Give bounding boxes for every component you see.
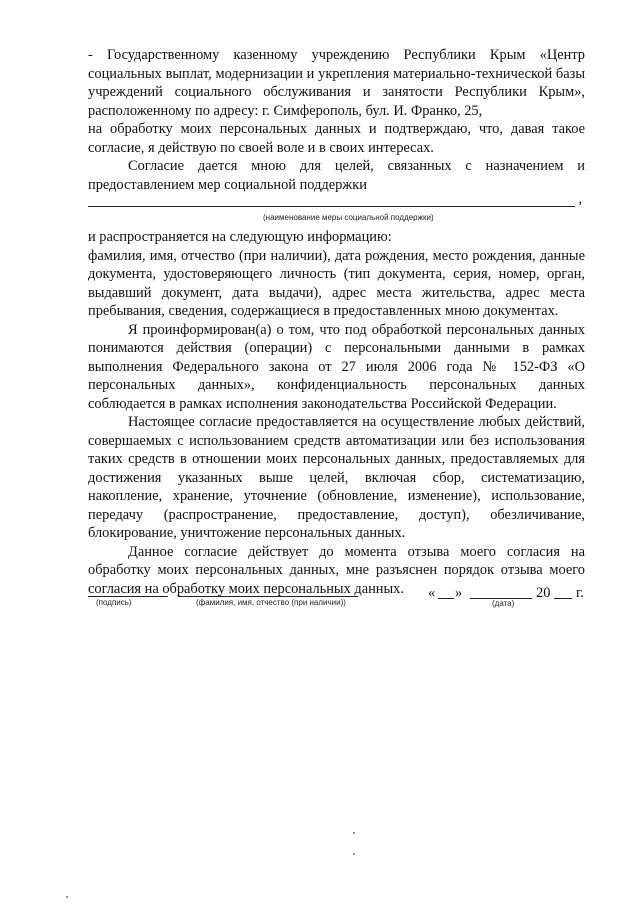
signature-caption: (подпись) bbox=[96, 598, 132, 607]
scan-speck bbox=[353, 853, 355, 855]
paragraph-validity: Данное согласие действует до момента отзыва моего согласия на обработку моих персональных данных, мне разъяснен порядок отзыва моего согласия на обработку моих персональных данных. bbox=[88, 543, 585, 597]
paragraph-informed: Я проинформирован(а) о том, что под обработкой персональных данных понимаются действия (операции) с персональными данными в рамках выполнения Федерального закона от 27 июля 2006 года № 152-ФЗ «О персональных данных», конфиденциальность персональных данных соблюдается в рамках исполнения законодательства Российской Федерации. bbox=[88, 321, 585, 412]
name-line bbox=[178, 596, 358, 597]
date-year-line bbox=[554, 598, 572, 599]
signature-line bbox=[88, 596, 168, 597]
measure-fill-line bbox=[88, 191, 585, 228]
paragraph-institution: - Государственному казенному учреждению Республики Крым «Центр социальных выплат, модернизации и укрепления материально-технической базы учреждений социального обслуживания и занятости Республики Крым», расположенному по адресу: г. Симферополь, бул. И. Франко, 25, bbox=[88, 47, 585, 119]
date-close-quote: » bbox=[455, 585, 463, 601]
date-caption: (дата) bbox=[492, 599, 515, 608]
name-caption: (фамилия, имя, отчество (при наличии)) bbox=[196, 598, 346, 607]
scan-speck bbox=[353, 832, 355, 834]
date-year-suffix: г. bbox=[576, 585, 584, 601]
paragraph-scope-intro: и распространяется на следующую информацию: bbox=[88, 229, 392, 245]
scan-speck bbox=[66, 896, 68, 898]
date-year-prefix: 20 bbox=[536, 585, 551, 601]
signature-block bbox=[88, 585, 588, 615]
paragraph-actions: Настоящее согласие предоставляется на осуществление любых действий, совершаемых с использованием средств автоматизации или без использования таких средств в отношении моих персональных данных, предоставляемых для достижения указанных выше целей, включая сбор, систематизацию, накопление, хранение, уточнение (обновление, изменение), использование, передачу (распространение, предоставление, доступ), обезличивание, блокирование, уничтожение персональных данных. bbox=[88, 414, 585, 541]
paragraph-purpose: Согласие дается мною для целей, связанных с назначением и предоставлением мер социальной поддержки bbox=[88, 158, 585, 193]
date-open-quote: « bbox=[428, 585, 436, 601]
measure-caption: (наименование меры социальной поддержки) bbox=[263, 213, 434, 222]
date-day-line bbox=[438, 598, 454, 599]
paragraph-consent: на обработку моих персональных данных и подтверждаю, что, давая такое согласие, я действую по своей воле и в своих интересах. bbox=[88, 121, 585, 156]
document-body bbox=[88, 46, 585, 598]
paragraph-data-list: фамилия, имя, отчество (при наличии), дата рождения, место рождения, данные документа, удостоверяющего личность (тип документа, серия, номер, орган, выдавший документ, дата выдачи), адрес места жительства, адрес места пребывания, сведения, содержащиеся в предоставленных мною документах. bbox=[88, 247, 585, 319]
measure-underline bbox=[88, 206, 575, 207]
measure-comma: , bbox=[578, 191, 582, 207]
